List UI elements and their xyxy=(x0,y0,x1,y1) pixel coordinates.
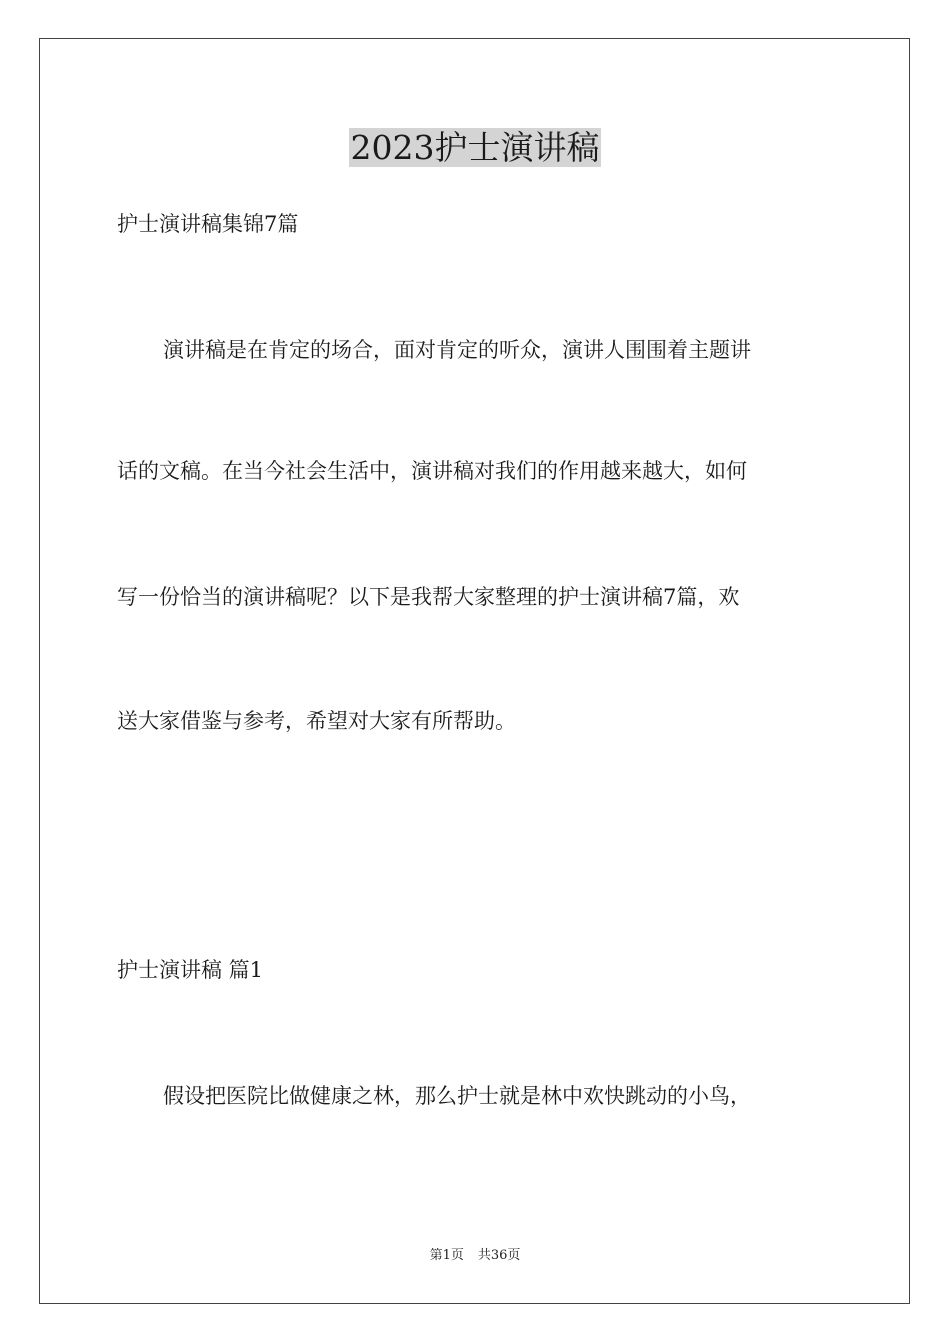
section-first-line: 假设把医院比做健康之林，那么护士就是林中欢快跳动的小鸟， xyxy=(163,1084,751,1108)
intro-line-2: 话的文稿。在当今社会生活中，演讲稿对我们的作用越来越大，如何 xyxy=(117,459,747,483)
intro-line-3: 写一份恰当的演讲稿呢？以下是我帮大家整理的护士演讲稿7篇，欢 xyxy=(117,585,740,609)
page-total: 共36页 xyxy=(477,1248,521,1263)
document-title-text: 2023护士演讲稿 xyxy=(350,128,600,167)
document-title xyxy=(0,126,950,170)
page-footer xyxy=(0,1247,950,1265)
section-heading: 护士演讲稿 篇1 xyxy=(117,958,264,982)
document-subtitle: 护士演讲稿集锦7篇 xyxy=(117,212,299,236)
intro-line-1: 演讲稿是在肯定的场合，面对肯定的听众，演讲人围围着主题讲 xyxy=(163,338,751,362)
page-number: 第1页 xyxy=(429,1248,464,1263)
intro-line-4: 送大家借鉴与参考，希望对大家有所帮助。 xyxy=(117,709,516,733)
